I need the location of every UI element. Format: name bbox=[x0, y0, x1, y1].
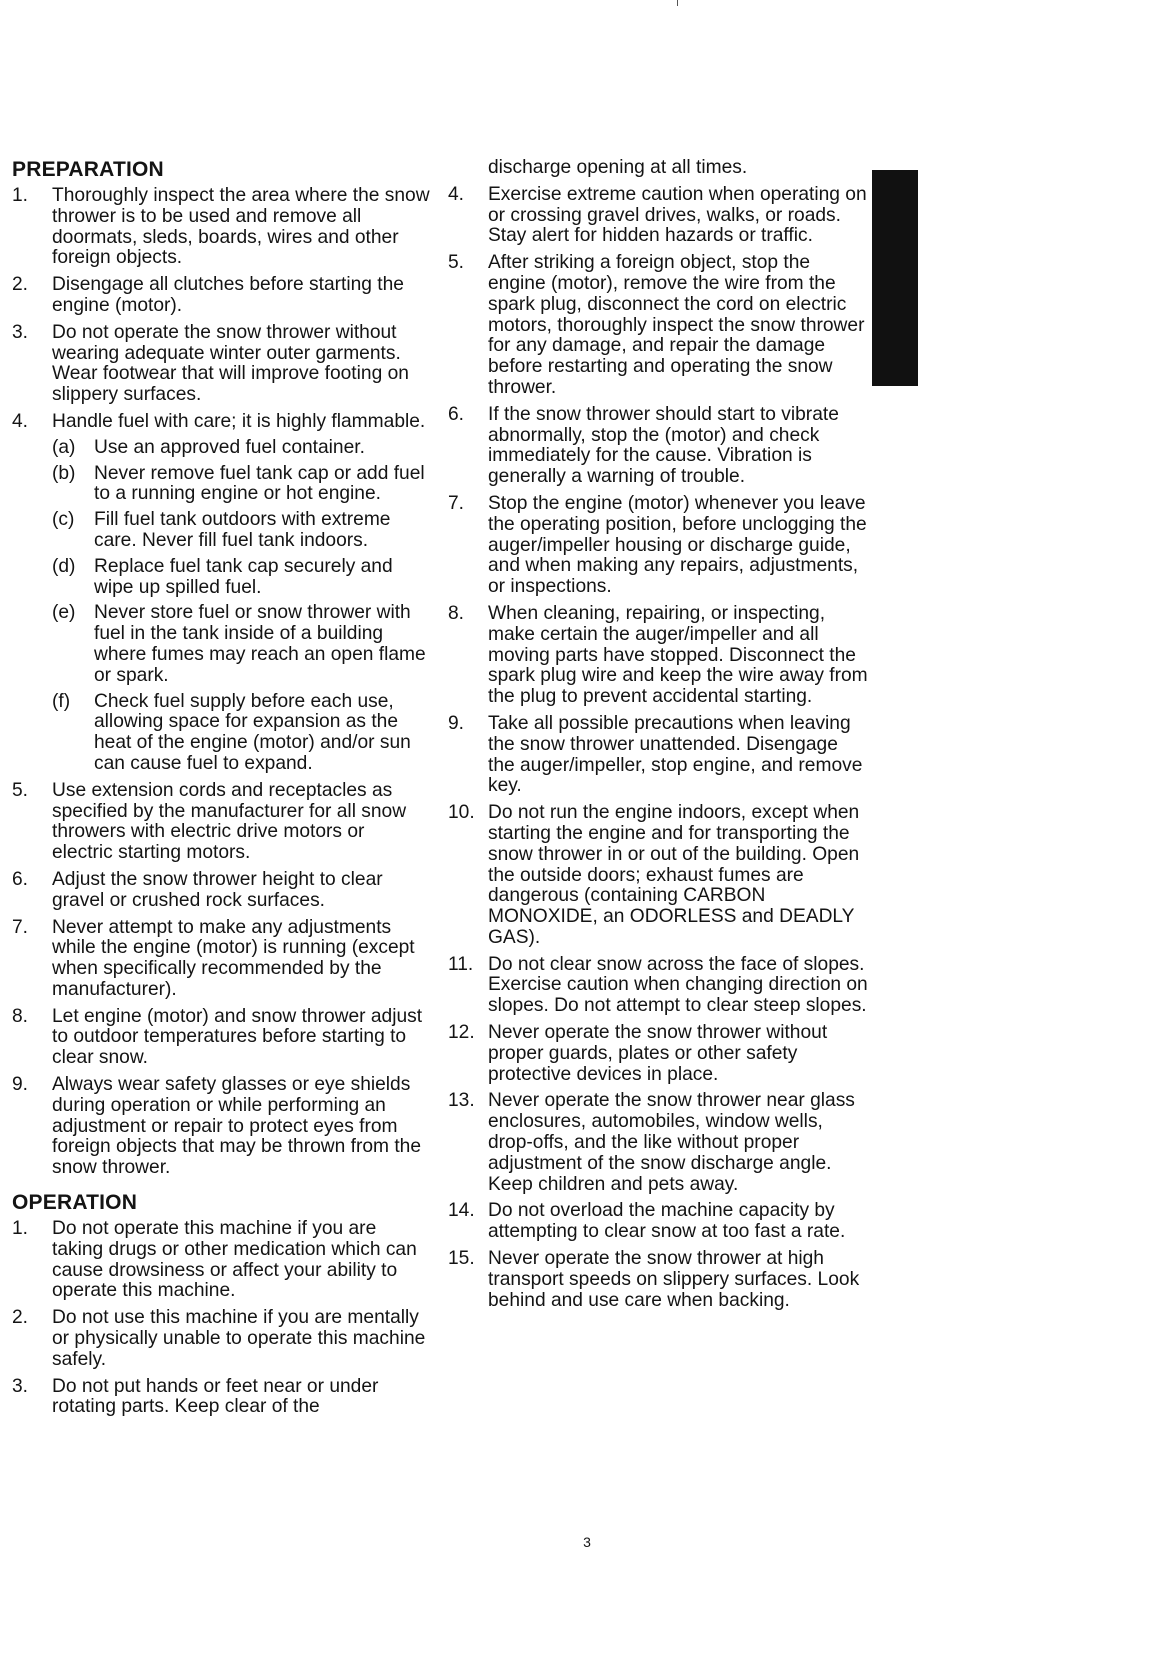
item-number: 4. bbox=[12, 410, 29, 432]
item-number: 12. bbox=[448, 1022, 475, 1044]
item-text: Do not overload the machine capacity by attempting to clear snow at too fast a rate. bbox=[488, 1200, 846, 1243]
item-text: If the snow thrower should start to vibrate abnormally, stop the (motor) and check immediately for the cause. Vibration is generally a warning of trouble. bbox=[488, 403, 839, 488]
operation-heading: OPERATION bbox=[12, 1191, 138, 1215]
item-number: 1. bbox=[12, 185, 29, 206]
list-item bbox=[448, 1249, 868, 1311]
list-item bbox=[448, 253, 868, 399]
item-text: Stop the engine (motor) whenever you leave the operating position, before unclogging the auger/impeller housing or discharge guide, and when making any repairs, adjustments, or inspections. bbox=[488, 492, 867, 598]
item-text: Disengage all clutches before starting the engine (motor). bbox=[52, 274, 404, 316]
sub-item bbox=[52, 557, 430, 599]
list-item bbox=[448, 1023, 868, 1085]
fuel-sublist bbox=[52, 438, 430, 775]
item-number: 13. bbox=[448, 1090, 475, 1112]
page-number: 3 bbox=[583, 1534, 591, 1550]
list-item bbox=[12, 870, 430, 912]
list-item bbox=[448, 405, 868, 488]
sub-item-text: Use an approved fuel container. bbox=[94, 436, 365, 458]
item-text: Always wear safety glasses or eye shields during operation or while performing an adjustment or repair to protect eyes from foreign objects that may be thrown from the snow thrower. bbox=[52, 1074, 422, 1179]
sub-item-text: Fill fuel tank outdoors with extreme care. Never fill fuel tank indoors. bbox=[94, 509, 391, 551]
list-item bbox=[12, 1219, 430, 1302]
item-text: After striking a foreign object, stop the engine (motor), remove the wire from the spark plug, disconnect the cord on electric motors, thoroughly inspect the snow thrower for any damage, and repair the damage before restarting and operating the snow thrower. bbox=[488, 252, 865, 398]
item-number: 3. bbox=[12, 1375, 29, 1397]
item-text: Adjust the snow thrower height to clear gravel or crushed rock surfaces. bbox=[52, 868, 383, 911]
item-number: 3. bbox=[12, 321, 29, 343]
item-number: 1. bbox=[12, 1218, 29, 1240]
item-text: Never operate the snow thrower near glass enclosures, automobiles, window wells, drop-offs, and the like without proper adjustment of the snow discharge angle. Keep children and pets away. bbox=[488, 1090, 855, 1195]
item-text: Take all possible precautions when leaving the snow thrower unattended. Disengage the auger/impeller, stop engine, and remove key. bbox=[488, 712, 863, 797]
item-text: Do not operate the snow thrower without wearing adequate winter outer garments. Wear footwear that will improve footing on slippery surfaces. bbox=[52, 321, 409, 406]
item-number: 7. bbox=[12, 916, 29, 938]
sub-item-text: Check fuel supply before each use, allowing space for expansion as the heat of the engine (motor) and/or sun can cause fuel to expand. bbox=[94, 690, 411, 774]
item-number: 4. bbox=[448, 183, 465, 205]
list-item bbox=[12, 1075, 430, 1179]
item-text: Do not use this machine if you are mentally or physically unable to operate this machine safely. bbox=[52, 1307, 426, 1370]
item-number: 8. bbox=[448, 602, 465, 624]
item-text: Do not run the engine indoors, except when starting the engine and for transporting the snow thrower in or out of the building. Open the outside doors; exhaust fumes are dangerous (containing CARBON MONOXIDE, an ODORLESS and DEADLY GAS). bbox=[488, 802, 860, 948]
item-text: Do not put hands or feet near or under rotating parts. Keep clear of the bbox=[52, 1375, 379, 1418]
item-text: Let engine (motor) and snow thrower adjust to outdoor temperatures before starting to clear snow. bbox=[52, 1005, 423, 1069]
list-item bbox=[448, 803, 868, 949]
item-number: 14. bbox=[448, 1200, 475, 1222]
list-item bbox=[12, 275, 430, 317]
section-tab-marker bbox=[872, 170, 918, 386]
list-item bbox=[12, 412, 430, 775]
item-text: Never operate the snow thrower at high transport speeds on slippery surfaces. Look behind and use care when backing. bbox=[488, 1248, 860, 1311]
list-item bbox=[12, 1377, 430, 1419]
item-number: 15. bbox=[448, 1248, 475, 1270]
item-number: 10. bbox=[448, 802, 475, 824]
item-text: Use extension cords and receptacles as specified by the manufacturer for all snow throwers with electric drive motors or electric starting motors. bbox=[52, 779, 407, 864]
sub-item-label: (b) bbox=[52, 462, 76, 484]
sub-item-label: (d) bbox=[52, 555, 76, 577]
item-number: 5. bbox=[448, 252, 465, 274]
list-item bbox=[12, 1308, 430, 1370]
list-item bbox=[448, 955, 868, 1017]
sub-item-text: Replace fuel tank cap securely and wipe up spilled fuel. bbox=[94, 555, 393, 598]
list-item bbox=[12, 1007, 430, 1069]
right-column bbox=[448, 158, 868, 1317]
item-text: Do not clear snow across the face of slopes. Exercise caution when changing direction on slopes. Do not attempt to clear steep slopes. bbox=[488, 953, 868, 1017]
item-number: 5. bbox=[12, 779, 29, 801]
scan-mark bbox=[677, 0, 678, 6]
item-text: Exercise extreme caution when operating on or crossing gravel drives, walks, or roads. Stay alert for hidden hazards or traffic. bbox=[488, 183, 867, 247]
item-number: 7. bbox=[448, 492, 465, 514]
list-item bbox=[448, 494, 868, 598]
list-item bbox=[12, 781, 430, 864]
sub-item-label: (a) bbox=[52, 436, 76, 458]
sub-item bbox=[52, 603, 430, 686]
item-number: 2. bbox=[12, 274, 29, 296]
sub-item bbox=[52, 464, 430, 506]
list-item bbox=[448, 1091, 868, 1195]
sub-item-text: Never remove fuel tank cap or add fuel to a running engine or hot engine. bbox=[94, 462, 425, 505]
list-item bbox=[448, 714, 868, 797]
preparation-heading: PREPARATION bbox=[12, 158, 164, 181]
list-item bbox=[12, 186, 430, 269]
sub-item-label: (f) bbox=[52, 690, 71, 712]
item-number: 6. bbox=[448, 403, 465, 425]
item-number: 9. bbox=[12, 1074, 29, 1096]
item-text: Do not operate this machine if you are taking drugs or other medication which can cause drowsiness or affect your ability to operate this machine. bbox=[52, 1218, 417, 1302]
item-text: Handle fuel with care; it is highly flammable. bbox=[52, 410, 426, 432]
item-number: 8. bbox=[12, 1005, 29, 1027]
sub-item bbox=[52, 510, 430, 552]
item-number: 2. bbox=[12, 1307, 29, 1329]
item-number: 11. bbox=[448, 953, 474, 975]
sub-item-label: (c) bbox=[52, 509, 75, 531]
sub-item bbox=[52, 692, 430, 775]
item-text: Never attempt to make any adjustments while the engine (motor) is running (except when specifically recommended by the manufacturer). bbox=[52, 916, 415, 1000]
item-text: When cleaning, repairing, or inspecting, make certain the auger/impeller and all moving parts have stopped. Disconnect the spark plug wire and keep the wire away from the plug to prevent accidental starting. bbox=[488, 602, 868, 708]
item-number: 9. bbox=[448, 712, 465, 734]
sub-item-text: Never store fuel or snow thrower with fuel in the tank inside of a building where fumes may reach an open flame or spark. bbox=[94, 602, 426, 686]
list-item bbox=[448, 185, 868, 247]
list-item bbox=[448, 1201, 868, 1243]
item-number: 6. bbox=[12, 868, 29, 890]
sub-item-label: (e) bbox=[52, 602, 76, 624]
continued-text: discharge opening at all times. bbox=[488, 157, 748, 178]
list-item bbox=[12, 323, 430, 406]
item-text: Never operate the snow thrower without proper guards, plates or other safety protective devices in place. bbox=[488, 1022, 828, 1085]
list-item bbox=[448, 604, 868, 708]
sub-item bbox=[52, 438, 430, 459]
item-text: Thoroughly inspect the area where the snow thrower is to be used and remove all doormats, sleds, boards, wires and other foreign objects. bbox=[52, 185, 430, 269]
list-item bbox=[12, 918, 430, 1001]
left-column bbox=[12, 158, 430, 1424]
